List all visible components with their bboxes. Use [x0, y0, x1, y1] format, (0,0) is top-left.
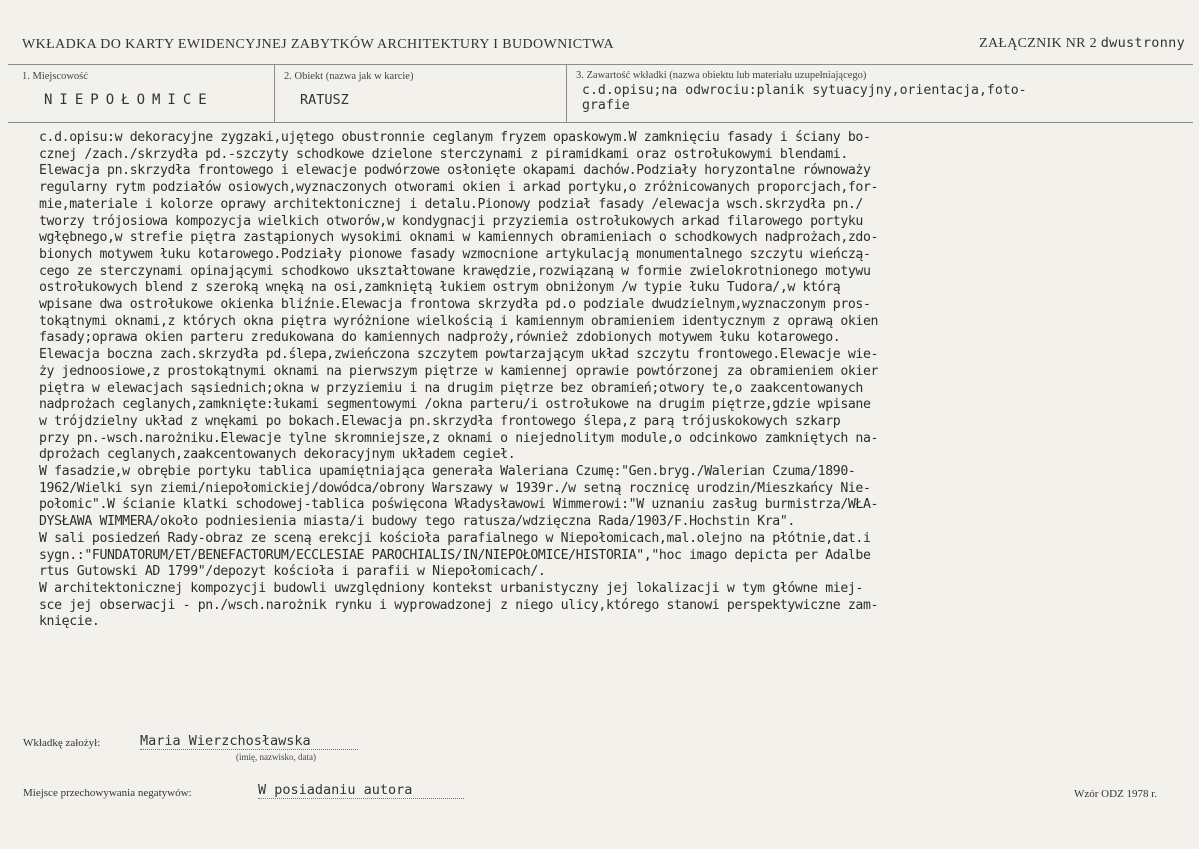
description-line: ży jednoosiowe,z prostokątnymi oknami na pierwszym piętrze w kamiennej oprawie powtórzonej za obramieniem okier — [39, 363, 879, 379]
description-line: Elewacja boczna zach.skrzydła pd.ślepa,zwieńczona szczytem powtarzającym układ szczytu frontowego.Elewacje wie- — [39, 347, 879, 363]
description-line: fasady;oprawa okien parteru zredukowana do kamiennych nadprożу,również zdobionych motywem łuku kotarowego. — [39, 330, 841, 346]
description-line: wgłębnego,w strefie piętra zastąpionych wysokimi oknami w kamiennych obramieniach o schodkowych nadprożach,zdo- — [39, 230, 879, 246]
description-line: knięcie. — [39, 614, 100, 630]
storage-value: W posiadaniu autora — [258, 782, 464, 799]
description-line: regularny rytm podziałów osiowych,wyznaczonych otworami okien i arkad portyku,o zróżnicowanych proporcjach,for- — [39, 180, 879, 196]
author-value: Maria Wierzchosławska — [140, 733, 358, 750]
field-divider-1 — [274, 64, 275, 122]
description-line: cego ze sterczynami opinającymi schodkowo ukształtowane krawędzie,rozwiązaną w formie zwielokrotnionego motywu — [39, 263, 871, 279]
header-rule-bottom — [8, 122, 1193, 123]
form-title: WKŁADKA DO KARTY EWIDENCYJNEJ ZABYTKÓW ARCHITEKTURY I BUDOWNICTWA — [22, 37, 614, 52]
storage-label: Miejsce przechowywania negatywów: — [23, 787, 192, 799]
contents-line-2: grafie — [582, 98, 630, 113]
description-line: ostrołukowych blend z szeroką wnęką na osi,zamkniętą łukiem ostrym obniżonym /w typie łuku Tudora/,w którą — [39, 280, 841, 296]
description-line: sygn.:"FUNDATORUM/ET/BENEFACTORUM/ECCLESIAE PAROCHIALIS/IN/NIEPOŁOMICE/HISTORIA","hoc imago depicta per Adalbe — [39, 547, 871, 563]
author-hint: (imię, nazwisko, data) — [236, 752, 316, 762]
description-line: W sali posiedzeń Rady-obraz ze sceną erekcji kościoła parafialnego w Niepołomicach,mal.olejno na płótnie,dat.i — [39, 530, 871, 546]
contents-line-1: c.d.opisu;na odwrociu:planik sytuacyjny,orientacja,foto- — [582, 83, 1027, 98]
locality-value: NIEPOŁOMICE — [44, 92, 214, 108]
annex-number: 2 — [1089, 36, 1097, 51]
object-label: 2. Obiekt (nazwa jak w karcie) — [284, 71, 414, 82]
annex-label — [979, 35, 1185, 52]
form-note: Wzór ODZ 1978 r. — [1074, 788, 1158, 800]
description-line: połomic".W ścianie klatki schodowej-tablica poświęcona Władysławowi Wimmerowi:"W uznaniu zasług burmistrza/WŁA- — [39, 497, 879, 513]
description-line: w trójdzielny układ z wnękami po bokach.Elewacja pn.skrzydła frontowego ślepa,z parą trójuskokowych szkarp — [39, 413, 841, 429]
contents-value — [582, 83, 1192, 113]
description-line: bionych motywem łuku kotarowego.Podziały pionowe fasady wzmocnione artykulacją monumentalnego szczytu wieńczą- — [39, 246, 871, 262]
description-line: dprożach ceglanych,zaakcentowanych dekoracyjnym układem cegieł. — [39, 447, 516, 463]
annex-note: dwustronny — [1100, 35, 1185, 51]
description-line: cznej /zach./skrzydła pd.-szczyty schodkowe dzielone sterczynami z piramidkami oraz ostrołukowymi blendami. — [39, 146, 848, 162]
description-line: tokątnymi oknami,z których okna piętra wyróżnione wielkością i kamiennym obramieniem identycznym z oprawą okien — [39, 313, 879, 329]
header-rule-top — [8, 64, 1193, 65]
description-line: sce jej obserwacji - pn./wsch.narożnik rynku i wyprowadzonej z niego ulicy,którego stanowi perspektywiczne zam- — [39, 597, 879, 613]
author-label: Wkładkę założył: — [23, 737, 101, 749]
object-value: RATUSZ — [300, 92, 349, 108]
annex-label-text: ZAŁĄCZNIK NR — [979, 36, 1086, 51]
description-line: W fasadzie,w obrębie portyku tablica upamiętniająca generała Waleriana Czumę:"Gen.bryg./Walerian Czuma/1890- — [39, 464, 856, 480]
field-divider-2 — [566, 64, 567, 122]
description-line: tworzy trójosiowa kompozycja wielkich otworów,w kondygnacji przyziemia ostrołukowych arkad filarowego portyku — [39, 213, 863, 229]
description-line: W architektonicznej kompozycji budowli uwzględniony kontekst urbanistyczny jej lokalizacji w tym główne miej- — [39, 580, 863, 596]
contents-label: 3. Zawartość wkładki (nazwa obiektu lub materiału uzupełniającego) — [576, 70, 867, 81]
description-line: c.d.opisu:w dekoracyjne zygzaki,ujętego obustronnie ceglanym fryzem opaskowym.W zamknięciu fasady i ściany bo- — [39, 130, 871, 145]
description-line: wpisane dwa ostrołukowe okienka bliźnie.Elewacja frontowa skrzydła pd.o podziale dwudzielnym,wyznaczonym pros- — [39, 297, 871, 313]
description-line: Elewacja pn.skrzydła frontowego i elewacje podwórzowe osłonięte okapami dachów.Podziały horyzontalne równoważy — [39, 163, 871, 179]
description-line: piętra w elewacjach sąsiednich;okna w przyziemiu i na drugim piętrze bez obramień;otwory te,o zaakcentowanych — [39, 380, 863, 396]
locality-label: 1. Miejscowość — [22, 71, 88, 82]
description-line: rtus Gutowski AD 1799"/depozyt kościoła i parafii w Niepołomicach/. — [39, 564, 546, 580]
description-line: DYSŁAWA WIMMERA/około podniesienia miasta/i budowy tego ratusza/wdzięczna Rada/1903/F.Hochstin Kra". — [39, 514, 795, 530]
description-line: mie,materiale i kolorze oprawy architektonicznej i detalu.Pionowy podział fasady /elewacja wsch.skrzydła pn./ — [39, 196, 863, 212]
description-line: 1962/Wielki syn ziemi/niepołomickiej/dowódca/obrony Warszawy w 1939r./w setną rocznicę urodzin/Mieszkańcy Nie- — [39, 480, 871, 496]
description-line: przy pn.-wsch.narożniku.Elewacje tylne skromniejsze,z oknami o niejednolitym module,o odcinkowo zamkniętych na- — [39, 430, 879, 446]
description-line: nadprożach ceglanych,zamknięte:łukami segmentowymi /okna parteru/i ostrołukowe na drugim piętrze,gdzie wpisane — [39, 397, 871, 413]
description-text — [39, 130, 1189, 631]
